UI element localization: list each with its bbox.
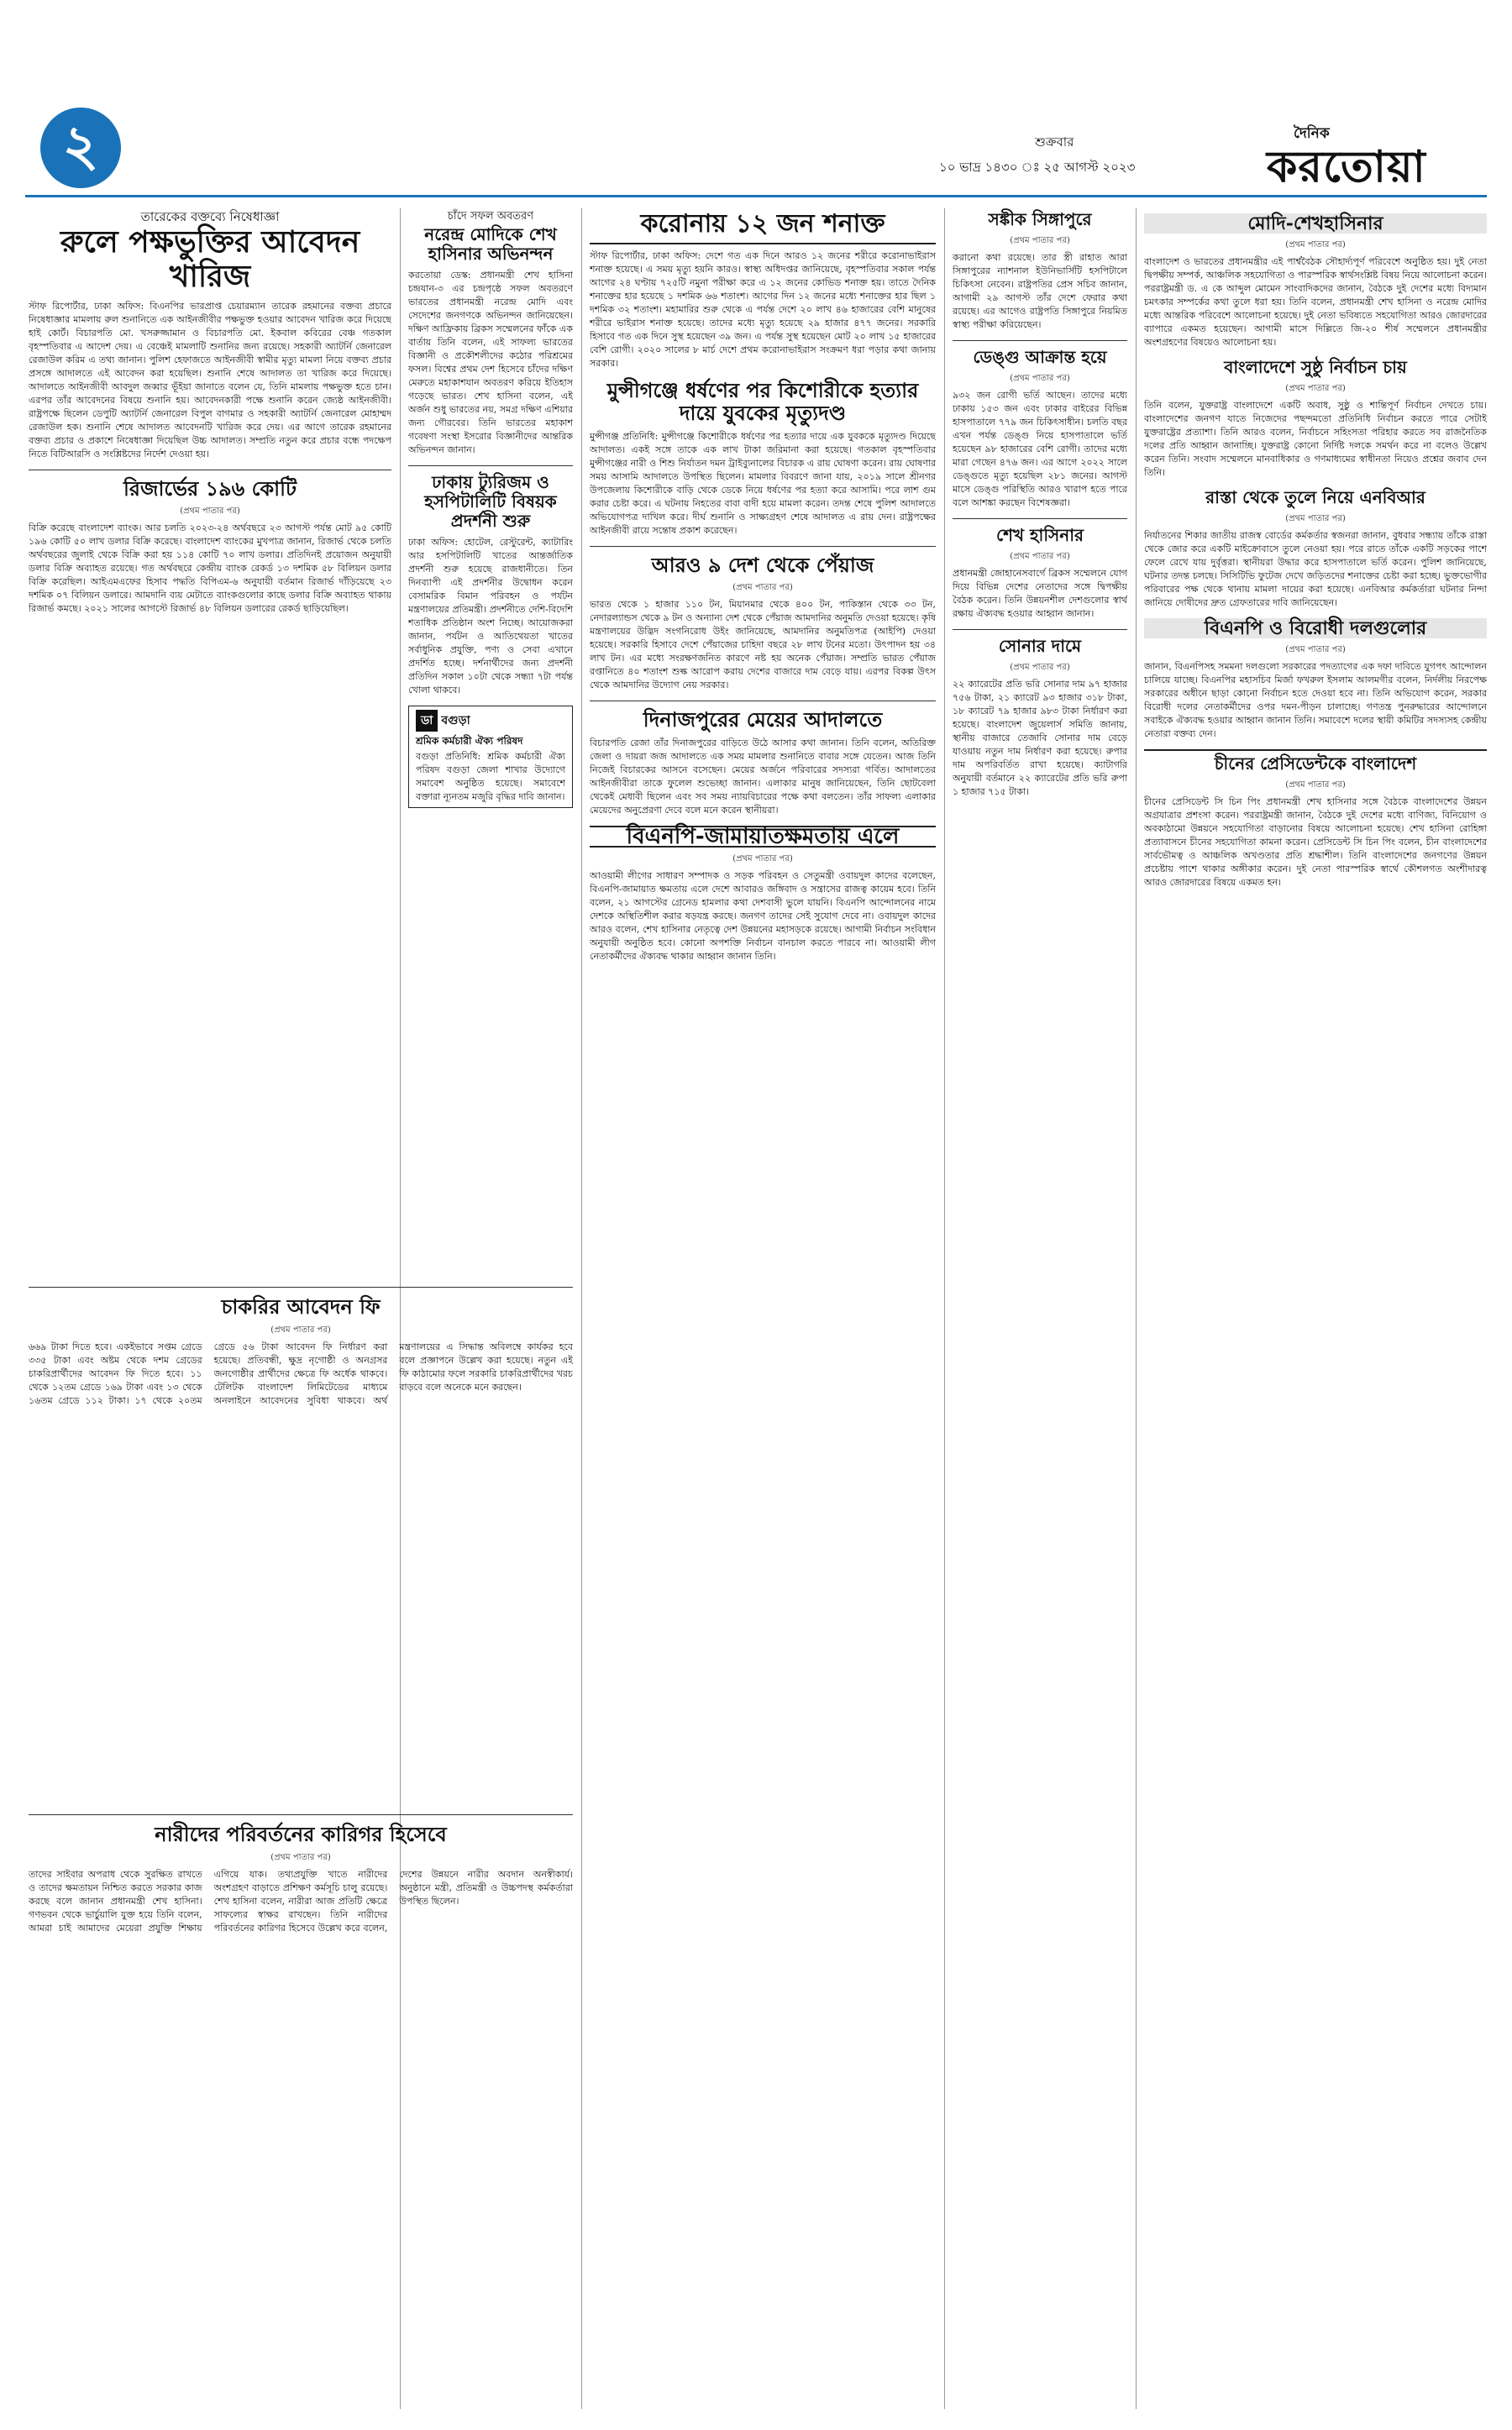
divider [953, 518, 1127, 519]
article-headline: বাংলাদেশে সুষ্ঠু নির্বাচন চায় [1224, 357, 1407, 377]
article-body: প্রধানমন্ত্রী জোহানেসবার্গে ব্রিকস সম্মেলনে যোগ দিয়ে বিভিন্ন দেশের নেতাদের সঙ্গে দ্বিপক্ষীয় বৈঠক করেন। তিনি উন্নয়নশীল দেশগুলোর স্বার্থ রক্ষায় ঐক্যবদ্ধ হওয়ার আহ্বান জানান। [953, 568, 1127, 619]
date-line: ১০ ভাদ্র ১৪৩০ ঃ ২৫ আগস্ট ২০২৩ [939, 160, 1136, 175]
article-body: বিক্রি করেছে বাংলাদেশ ব্যাংক। আর চলতি ২০২৩-২৪ অর্থবছরে ২৩ আগস্ট পর্যন্ত মোট ৯৫ কোটি ১৯৬ কোটি ৫০ লাখ ডলার বিক্রি করেছে। বাংলাদেশ ব্যাংকের মুখপাত্র জানান, রিজার্ভ থেকে চলতি অর্থবছরের জুলাই থেকে বিক্রি করা হয় ১১৪ কোটি ৭০ লাখ ডলার। প্রতিদিনই প্রয়োজন অনুযায়ী ডলার বিক্রি অব্যাহত রয়েছে। গত অর্থবছরে কেন্দ্রীয় ব্যাংক রেকর্ড ১৩ দশমিক ৫৮ বিলিয়ন ডলার বিক্রি করেছিল। আইএমএফের হিসাব পদ্ধতি বিপিএম-৬ অনুযায়ী বর্তমান রিজার্ভ দাঁড়িয়েছে ২৩ দশমিক ০৭ বিলিয়ন ডলারে। আমদানি ব্যয় মেটাতে ব্যাংকগুলোর কাছে ডলার বিক্রি অব্যাহত থাকায় রিজার্ভ কমছে। ২০২১ সালের আগস্টে রিজার্ভ ৪৮ বিলিয়ন ডলারের রেকর্ড ছাড়িয়েছিল। [29, 522, 391, 615]
continued-label: (প্রথম পাতার পর) [1010, 552, 1070, 561]
district-name: বগুড়া [441, 714, 470, 727]
article-headline: আরও ৯ দেশ থেকে পেঁয়াজ [651, 552, 874, 577]
article-body: করানো কথা রয়েছে। তার স্ত্রী রাহাত আরা সিঙ্গাপুরের ন্যাশনাল ইউনিভার্সিটি হসপিটালে চিকিৎসা নেবেন। রাষ্ট্রপতির প্রেস সচিব জানান, আগামী ২৯ আগস্ট তাঁর দেশে ফেরার কথা রয়েছে। এর আগেও রাষ্ট্রপতি সিঙ্গাপুরে নিয়মিত স্বাস্থ্য পরীক্ষা করিয়েছেন। [953, 252, 1127, 330]
column-divider [581, 208, 582, 2409]
divider [590, 546, 936, 547]
masthead-rule [25, 195, 1487, 197]
article-headline: দিনাজপুরের মেয়ের আদালতে [643, 707, 883, 732]
job-fee-block [29, 1294, 573, 1806]
continued-label: (প্রথম পাতার পর) [732, 583, 793, 593]
article-body: তিনি বলেন, যুক্তরাষ্ট্র বাংলাদেশে একটি অবাধ, সুষ্ঠু ও শান্তিপূর্ণ নির্বাচন দেখতে চায়। বাংলাদেশের জনগণ যাতে নিজেদের পছন্দমতো প্রতিনিধি নির্বাচন করতে পারে সেটাই যুক্তরাষ্ট্রের প্রত্যাশা। তিনি আরও বলেন, নির্বাচনে সহিংসতা পরিহার করতে সব রাজনৈতিক দলের প্রতি আহ্বান জানাচ্ছি। যুক্তরাষ্ট্র কোনো নির্দিষ্ট দলকে সমর্থন করে না বলেও উল্লেখ করেন তিনি। সংবাদ সম্মেলনে মানবাধিকার ও গণমাধ্যমের স্বাধীনতা নিয়েও প্রশ্নের জবাব দেন তিনি। [1144, 400, 1487, 478]
page-number-badge: ২ [40, 108, 121, 188]
article-headline: মুন্সীগঞ্জে ধর্ষণের পর কিশোরীকে হত্যার দায়ে যুবকের মৃত্যুদণ্ড [606, 377, 919, 426]
district-tag: ডা [416, 710, 438, 732]
continued-label: (প্রথম পাতার পর) [1285, 514, 1346, 523]
article-headline: করোনায় ১২ জন শনাক্ত [590, 210, 936, 244]
article-body: মুন্সীগঞ্জ প্রতিনিধি: মুন্সীগঞ্জে কিশোরীকে ধর্ষণের পর হত্যার দায়ে এক যুবককে মৃত্যুদণ্ড দিয়েছে আদালত। একই সঙ্গে তাকে এক লাখ টাকা জরিমানা করা হয়েছে। গতকাল বৃহস্পতিবার মুন্সীগঞ্জের নারী ও শিশু নির্যাতন দমন ট্রাইব্যুনালের বিচারক এ রায় ঘোষণা করেন। রায় ঘোষণার সময় আসামি আদালতে উপস্থিত ছিলেন। মামলার বিবরণে জানা যায়, ২০১৯ সালে শ্রীনগর উপজেলায় কিশোরীকে বাড়ি থেকে ডেকে নিয়ে ধর্ষণের পর হত্যা করে আসামি। পরে লাশ গুম করার চেষ্টা করে। এ ঘটনায় নিহতের বাবা বাদী হয়ে মামলা করেন। তদন্ত শেষে পুলিশ আদালতে অভিযোগপত্র দাখিল করে। দীর্ঘ শুনানি ও সাক্ষ্যগ্রহণ শেষে আদালত এ রায় দেন। রাষ্ট্রপক্ষের আইনজীবী রায়ে সন্তোষ প্রকাশ করেছেন। [590, 430, 936, 536]
continued-label: (প্রথম পাতার পর) [1285, 240, 1346, 249]
column-right [1144, 208, 1487, 2409]
logo-prefix: দৈনিক [1294, 125, 1330, 142]
article-headline: নারীদের পরিবর্তনের কারিগর হিসেবে [155, 1822, 447, 1846]
article-headline: বিএনপি-জামায়াতক্ষমতায় এলে [590, 826, 936, 848]
divider [29, 1814, 573, 1815]
article-headline: মোদি-শেখহাসিনার [1144, 213, 1487, 234]
divider [408, 465, 573, 466]
article-headline: চাকরির আবেদন ফি [221, 1294, 381, 1319]
column-divider [1136, 208, 1137, 2409]
article-headline: বিএনপি ও বিরোধী দলগুলোর [1144, 618, 1487, 638]
continued-label: (প্রথম পাতার পর) [270, 1325, 331, 1335]
article-kicker: তারেকের বক্তব্যে নিষেধাজ্ঞা [140, 209, 280, 224]
article-body: নির্যাতনের শিকার জাতীয় রাজস্ব বোর্ডের কর্মকর্তার স্বজনরা জানান, বুধবার সন্ধ্যায় তাঁকে রাস্তা থেকে জোর করে একটি মাইক্রোবাসে তুলে নেওয়া হয়। পরে রাতে তাঁকে একটি সড়কের পাশে ফেলে রেখে যায় দুর্বৃত্তরা। স্থানীয়রা উদ্ধার করে হাসপাতালে ভর্তি করেন। পুলিশ জানিয়েছে, ঘটনার তদন্ত চলছে। সিসিটিভি ফুটেজ দেখে জড়িতদের শনাক্তের চেষ্টা করা হচ্ছে। ভুক্তভোগীর পরিবারের পক্ষ থেকে থানায় মামলা দায়ের করা হয়েছে। এনবিআর কর্মকর্তারা ঘটনার নিন্দা জানিয়ে দোষীদের দ্রুত গ্রেফতারের দাবি জানিয়েছেন। [1144, 530, 1487, 608]
article-body: ঢাকা অফিস: হোটেল, রেস্টুরেন্ট, ক্যাটারিং আর হসপিটালিটি খাতের আন্তর্জাতিক প্রদর্শনী শুরু হয়েছে রাজধানীতে। তিন দিনব্যাপী এই প্রদর্শনীর উদ্বোধন করেন বেসামরিক বিমান পরিবহন ও পর্যটন মন্ত্রণালয়ের প্রতিমন্ত্রী। প্রদর্শনীতে দেশি-বিদেশি শতাধিক প্রতিষ্ঠান অংশ নিচ্ছে। আয়োজকরা জানান, পর্যটন ও আতিথেয়তা খাতের সর্বাধুনিক প্রযুক্তি, পণ্য ও সেবা এখানে প্রদর্শিত হচ্ছে। দর্শনার্থীদের জন্য প্রদর্শনী প্রতিদিন সকাল ১০টা থেকে সন্ধ্যা ৭টা পর্যন্ত খোলা থাকবে। [408, 537, 573, 695]
article-body: করতোয়া ডেস্ক: প্রধানমন্ত্রী শেখ হাসিনা চন্দ্রযান-৩ এর চন্দ্রপৃষ্ঠে সফল অবতরণে ভারতের প্রধানমন্ত্রী নরেন্দ্র মোদি এবং সেদেশের জনগণকে অভিনন্দন জানিয়েছেন। দক্ষিণ আফ্রিকায় ব্রিকস সম্মেলনের ফাঁকে এক বার্তায় তিনি বলেন, এই সাফল্য ভারতের বিজ্ঞানী ও প্রকৌশলীদের কঠোর পরিশ্রমের ফসল। বিশ্বের প্রথম দেশ হিসেবে চাঁদের দক্ষিণ মেরুতে মহাকাশযান অবতরণ করিয়ে ইতিহাস গড়েছে ভারত। শেখ হাসিনা বলেন, এই অর্জন শুধু ভারতের নয়, সমগ্র দক্ষিণ এশিয়ার জন্য গৌরবের। তিনি ভারতের মহাকাশ গবেষণা সংস্থা ইসরোর বিজ্ঞানীদের আন্তরিক অভিনন্দন জানান। [408, 270, 573, 455]
article-headline: ডেঙ্গু আক্রান্ত হয়ে [973, 347, 1107, 367]
article-headline: রিজার্ভের ১৯৬ কোটি [123, 475, 297, 501]
day-label: শুক্রবার [1035, 134, 1074, 150]
column-divider [944, 208, 945, 2409]
district-news-box [408, 706, 573, 808]
article-body: স্টাফ রিপোর্টার, ঢাকা অফিস: বিএনপির ভারপ্রাপ্ত চেয়ারম্যান তারেক রহমানের বক্তব্য প্রচারে নিষেধাজ্ঞার মামলায় রুল শুনানিতে এক আইনজীবীর পক্ষভুক্ত হওয়ার আবেদন খারিজ করে দিয়েছে হাই কোর্ট। বিচারপতি মো. খসরুজ্জামান ও বিচারপতি মো. ইকবাল কবিরের বেঞ্চ গতকাল বৃহস্পতিবার এ আদেশ দেয়। এ বেঞ্চেই মামলাটি শুনানির জন্য রয়েছে। সহকারী অ্যাটর্নি জেনারেল রেজাউল করিম এ তথ্য জানান। পুলিশ হেফাজতে আইনজীবী স্বামীর মৃত্যু মামলা নিয়ে বক্তব্য প্রচার প্রসঙ্গে আদালতে এই আবেদন করা হয়েছিল। শুনানি শেষে আদালত তা খারিজ করে দিয়েছে। আদালতে আইনজীবী আবদুল জব্বার ভূঁইয়া জানাতে বলেন যে, তিনি মামলায় পক্ষভুক্ত হতে চান। এরপর তাঁর আবেদনের বিষয়ে শুনানি হয়। আবেদনকারী পক্ষে শুনানি করেন জ্যেষ্ঠ আইনজীবী। রাষ্ট্রপক্ষে ছিলেন ডেপুটি অ্যাটর্নি জেনারেল বিপুল বাগমার ও সহকারী অ্যাটর্নি জেনারেল মোহাম্মদ রেজাউল হক। শুনানি শেষে আদালত আবেদনটি খারিজ করে দেয়। এর আগে তারেক রহমানের বক্তব্য প্রচার ও প্রকাশে নিষেধাজ্ঞা দিয়েছিল উচ্চ আদালত। সম্প্রতি নতুন করে প্রচার বন্ধে পদক্ষেপ নিতে বিটিআরসি ও সংশ্লিষ্টদের নির্দেশ দেওয়া হয়। [29, 300, 391, 459]
column-center [590, 208, 936, 2409]
article-headline: রুলে পক্ষভুক্তির আবেদন খারিজ [60, 224, 360, 295]
continued-label: (প্রথম পাতার পর) [270, 1852, 331, 1862]
article-body: বাংলাদেশ ও ভারতের প্রধানমন্ত্রীর এই পার্শ্ববৈঠক সৌহার্দ্যপূর্ণ পরিবেশে অনুষ্ঠিত হয়। দুই নেতা দ্বিপক্ষীয় সম্পর্ক, আঞ্চলিক সহযোগিতা ও পারস্পরিক স্বার্থসংশ্লিষ্ট বিষয় নিয়ে আলোচনা করেন। পররাষ্ট্রমন্ত্রী ড. এ কে আব্দুল মোমেন সাংবাদিকদের জানান, বৈঠকে দুই দেশের মধ্যে বিদ্যমান চমৎকার সম্পর্কের কথা তুলে ধরা হয়। তিনি বলেন, প্রধানমন্ত্রী শেখ হাসিনা ও নরেন্দ্র মোদির মধ্যে আন্তরিক পরিবেশে আলোচনা হয়েছে। দুই নেতা ভবিষ্যতে সহযোগিতা আরও জোরদারের ব্যাপারে একমত হয়েছেন। আগামী মাসে দিল্লিতে জি-২০ শীর্ষ সম্মেলনে প্রধানমন্ত্রীর অংশগ্রহণের বিষয়েও আলোচনা হয়। [1144, 256, 1487, 348]
article-body: তাদের সাইবার অপরাধ থেকে সুরক্ষিত রাখতে ও তাদের ক্ষমতায়ন নিশ্চিত করতে সরকার কাজ করছে বলে জানান প্রধানমন্ত্রী শেখ হাসিনা। গণভবন থেকে ভার্চুয়ালি যুক্ত হয়ে তিনি বলেন, আমরা চাই আমাদের মেয়েরা প্রযুক্তি শিক্ষায় এগিয়ে যাক। তথ্যপ্রযুক্তি খাতে নারীদের অংশগ্রহণ বাড়াতে প্রশিক্ষণ কর্মসূচি চালু রয়েছে। শেখ হাসিনা বলেন, নারীরা আজ প্রতিটি ক্ষেত্রে সাফল্যের স্বাক্ষর রাখছেন। তিনি নারীদের পরিবর্তনের কারিগর হিসেবে উল্লেখ করে বলেন, দেশের উন্নয়নে নারীর অবদান অনস্বীকার্য। অনুষ্ঠানে মন্ত্রী, প্রতিমন্ত্রী ও উচ্চপদস্থ কর্মকর্তারা উপস্থিত ছিলেন। [29, 1868, 573, 1934]
article-headline: সঙ্কীক সিঙ্গাপুরে [988, 209, 1092, 229]
article-body: আওয়ামী লীগের সাধারণ সম্পাদক ও সড়ক পরিবহন ও সেতুমন্ত্রী ওবায়দুল কাদের বলেছেন, বিএনপি-জামায়াত ক্ষমতায় এলে দেশে আবারও জঙ্গিবাদ ও সন্ত্রাসের রাজত্ব কায়েম হবে। তিনি বলেন, ২১ আগস্টের গ্রেনেড হামলার কথা দেশবাসী ভুলে যায়নি। বিএনপি আন্দোলনের নামে দেশকে অস্থিতিশীল করার ষড়যন্ত্র করছে। জনগণ তাদের সেই সুযোগ দেবে না। ওবায়দুল কাদের আরও বলেন, শেখ হাসিনার নেতৃত্বে দেশ উন্নয়নের মহাসড়কে রয়েছে। আগামী নির্বাচন সংবিধান অনুযায়ী অনুষ্ঠিত হবে। কোনো অপশক্তি নির্বাচন বানচাল করতে পারবে না। আওয়ামী লীগ নেতাকর্মীদের ঐক্যবদ্ধ থাকার আহ্বান জানান তিনি। [590, 869, 936, 962]
article-headline: শেখ হাসিনার [995, 525, 1084, 545]
newspaper-logo: করতোয়া [1267, 142, 1426, 192]
article-headline: শ্রমিক কর্মচারী ঐক্য পরিষদ [416, 735, 523, 747]
continued-label: (প্রথম পাতার পর) [1285, 645, 1346, 654]
article-body: জানান, বিএনপিসহ সমমনা দলগুলো সরকারের পদত্যাগের এক দফা দাবিতে যুগপৎ আন্দোলন চালিয়ে যাচ্ছে। বিএনপির মহাসচিব মির্জা ফখরুল ইসলাম আলমগীর বলেন, নির্দলীয় নিরপেক্ষ সরকারের অধীনে ছাড়া কোনো নির্বাচন হতে দেওয়া হবে না। তিনি অভিযোগ করেন, সরকার বিরোধী দলের নেতাকর্মীদের ওপর দমন-পীড়ন চালাচ্ছে। গণতন্ত্র পুনরুদ্ধারের আন্দোলনে সবাইকে ঐক্যবদ্ধ হওয়ার আহ্বান জানান তিনি। সমাবেশে দলের স্থায়ী কমিটির সদস্যসহ কেন্দ্রীয় নেতারা বক্তব্য দেন। [1144, 661, 1487, 739]
article-headline: ঢাকায় ট্যুরিজম ও হসপিটালিটি বিষয়ক প্রদর্শনী শুরু [424, 472, 557, 531]
article-kicker: চাঁদে সফল অবতরণ [447, 210, 534, 223]
article-body: ২২ ক্যারেটের প্রতি ভরি সোনার দাম ৯৭ হাজার ৭৫৬ টাকা, ২১ ক্যারেট ৯৩ হাজার ৩১৮ টাকা, ১৮ ক্যারেট ৭৯ হাজার ৯৮৩ টাকা নির্ধারণ করা হয়েছে। বাংলাদেশ জুয়েলার্স সমিতি জানায়, স্থানীয় বাজারে তেজাবি সোনার দাম বেড়ে যাওয়ায় নতুন দাম নির্ধারণ করা হয়েছে। রুপার দাম অপরিবর্তিত রাখা হয়েছে। ক্যাটাগরি অনুযায়ী বর্তমানে ২২ ক্যারেটের প্রতি ভরি রুপা ১ হাজার ৭১৫ টাকা। [953, 679, 1127, 797]
continued-label: (প্রথম পাতার পর) [1010, 374, 1070, 383]
article-headline: সোনার দামে [998, 636, 1082, 656]
divider [29, 1287, 573, 1288]
continued-label: (প্রথম পাতার পর) [732, 853, 793, 863]
women-block [29, 1821, 573, 2409]
article-headline: রাস্তা থেকে তুলে নিয়ে এনবিআর [1205, 487, 1425, 507]
column-fourth [953, 208, 1127, 2409]
continued-label: (প্রথম পাতার পর) [1010, 663, 1070, 672]
continued-label: (প্রথম পাতার পর) [180, 506, 240, 517]
article-headline: নরেন্দ্র মোদিকে শেখ হাসিনার অভিনন্দন [424, 224, 557, 264]
continued-label: (প্রথম পাতার পর) [1010, 236, 1070, 245]
continued-label: (প্রথম পাতার পর) [1285, 780, 1346, 790]
article-headline: চীনের প্রেসিডেন্টকে বাংলাদেশ [1144, 749, 1487, 774]
continued-label: (প্রথম পাতার পর) [1285, 384, 1346, 393]
article-body: স্টাফ রিপোর্টার, ঢাকা অফিস: দেশে গত এক দিনে আরও ১২ জনের শরীরে করোনাভাইরাস শনাক্ত হয়েছে। এ সময় মৃত্যু হয়নি কারও। স্বাস্থ্য অধিদপ্তর জানিয়েছে, বৃহস্পতিবার সকাল পর্যন্ত আগের ২৪ ঘণ্টায় ৭২৫টি নমুনা পরীক্ষা করে এ ১২ জনের কোভিড শনাক্ত হয়। তাতে দৈনিক শনাক্তের হার হয়েছে ১ দশমিক ৬৬ শতাংশ। আগের দিন ১২ জনের মধ্যে শনাক্তের হার ছিল ১ দশমিক ৩২ শতাংশ। মহামারির শুরু থেকে এ পর্যন্ত দেশে ২০ লাখ ৪৬ হাজারের বেশি মানুষের শরীরে ভাইরাস শনাক্ত হয়েছে। তাদের মধ্যে মৃত্যু হয়েছে ২৯ হাজার ৪৭৭ জনের। সরকারি হিসাবে গত এক দিনে সুস্থ হয়েছেন ৩৯ জন। এ পর্যন্ত সুস্থ হয়েছেন মোট ২০ লাখ ১৫ হাজারের বেশি রোগী। ২০২০ সালের ৮ মার্চ দেশে প্রথম করোনাভাইরাস সংক্রমণ ধরা পড়ার কথা জানায় সরকার। [590, 249, 936, 369]
article-body: বগুড়া প্রতিনিধি: শ্রমিক কর্মচারী ঐক্য পরিষদ বগুড়া জেলা শাখার উদ্যোগে সমাবেশ অনুষ্ঠিত হয়েছে। সমাবেশে বক্তারা ন্যূনতম মজুরি বৃদ্ধির দাবি জানান। [416, 751, 565, 802]
article-body: চীনের প্রেসিডেন্ট সি চিন পিং প্রধানমন্ত্রী শেখ হাসিনার সঙ্গে বৈঠকে বাংলাদেশের উন্নয়ন অগ্রযাত্রার প্রশংসা করেন। পররাষ্ট্রমন্ত্রী জানান, বৈঠকে দুই দেশের মধ্যে বাণিজ্য, বিনিয়োগ ও অবকাঠামো উন্নয়নে সহযোগিতা বাড়ানোর বিষয়ে আলোচনা হয়েছে। শেখ হাসিনা রোহিঙ্গা প্রত্যাবাসনে চীনের সহযোগিতা কামনা করেন। প্রেসিডেন্ট সি চিন পিং বলেন, চীন বাংলাদেশের সার্বভৌমত্ব ও আঞ্চলিক অখণ্ডতার প্রতি শ্রদ্ধাশীল। তিনি বাংলাদেশের জনগণের উন্নয়ন প্রচেষ্টায় পাশে থাকার অঙ্গীকার করেন। দুই নেতা পারস্পরিক স্বার্থে কৌশলগত অংশীদারত্ব আরও জোরদারের বিষয়ে একমত হন। [1144, 796, 1487, 888]
article-body: ৬৬৯ টাকা দিতে হবে। একইভাবে সপ্তম গ্রেডে ৩৩৫ টাকা এবং অষ্টম থেকে দশম গ্রেডের চাকরিপ্রার্থীদের আবেদন ফি দিতে হবে। ১১ থেকে ১২তম গ্রেডে ১৬৯ টাকা এবং ১৩ থেকে ১৬তম গ্রেডে ১১২ টাকা। ১৭ থেকে ২০তম গ্রেডে ৫৬ টাকা আবেদন ফি নির্ধারণ করা হয়েছে। প্রতিবন্ধী, ক্ষুদ্র নৃগোষ্ঠী ও অনগ্রসর জনগোষ্ঠীর প্রার্থীদের ক্ষেত্রে ফি অর্ধেক থাকবে। টেলিটক বাংলাদেশ লিমিটেডের মাধ্যমে অনলাইনে আবেদনের সুবিধা থাকবে। অর্থ মন্ত্রণালয়ের এ সিদ্ধান্ত অবিলম্বে কার্যকর হবে বলে প্রজ্ঞাপনে উল্লেখ করা হয়েছে। নতুন এই ফি কাঠামোর ফলে সরকারি চাকরিপ্রার্থীদের খরচ বাড়বে বলে অনেকে মনে করছেন। [29, 1341, 573, 1406]
article-body: ৯৩২ জন রোগী ভর্তি আছেন। তাদের মধ্যে ঢাকায় ১৫৩ জন এবং ঢাকার বাইরের বিভিন্ন হাসপাতালে ৭৭৯ জন চিকিৎসাধীন। চলতি বছর এখন পর্যন্ত ডেঙ্গু নিয়ে হাসপাতালে ভর্তি হয়েছেন ৯৮ হাজারের বেশি রোগী। তাদের মধ্যে মারা গেছেন ৪৭৬ জন। এর আগে ২০২২ সালে ডেঙ্গুতে মৃত্যু হয়েছিল ২৮১ জনের। আগস্ট মাসে ডেঙ্গু পরিস্থিতি আরও খারাপ হতে পারে বলে আশঙ্কা করছেন বিশেষজ্ঞরা। [953, 390, 1127, 508]
divider [953, 629, 1127, 630]
article-body: বিচারপতি রেজা তাঁর দিনাজপুরের বাড়িতে উঠে আসার কথা জানান। তিনি বলেন, অতিরিক্ত জেলা ও দায়রা জজ আদালতে এক সময় মামলার শুনানিতে বাবার সঙ্গে যেতেন। আজ তিনি নিজেই বিচারকের আসনে বসেছেন। মেয়ের অর্জনে পরিবারের সদস্যরা গর্বিত। আদালতের আইনজীবীরা তাকে ফুলেল শুভেচ্ছা জানান। এলাকার মানুষ জানিয়েছেন, তিনি ছোটবেলা থেকেই মেধাবী ছিলেন এবং সব সময় ন্যায়বিচারের পক্ষে কথা বলতেন। তাঁর সাফল্য এলাকার মেয়েদের অনুপ্রেরণা দেবে বলে মনে করেন স্থানীয়রা। [590, 737, 936, 816]
article-body: ভারত থেকে ১ হাজার ১১০ টন, মিয়ানমার থেকে ৪০০ টন, পাকিস্তান থেকে ৩৩ টন, নেদারল্যান্ডস থেকে ৯ টন ও অন্যান্য দেশ থেকে পেঁয়াজ আমদানির অনুমতি দেওয়া হয়েছে। কৃষি মন্ত্রণালয়ের উদ্ভিদ সংগনিরোধ উইং জানিয়েছে, আমদানির অনুমতিপত্র (আইপি) দেওয়া হয়েছে। সরকারি হিসাবে দেশে পেঁয়াজের চাহিদা বছরে ২৮ লাখ টনের মতো। উৎপাদন হয় ৩৪ লাখ টন। এর মধ্যে সংরক্ষণজনিত কারণে নষ্ট হয় অনেক পেঁয়াজ। সম্প্রতি ভারত পেঁয়াজ রপ্তানিতে ৪০ শতাংশ শুল্ক আরোপ করায় দেশের বাজারে দাম বেড়ে যায়। এরপর বিকল্প উৎস থেকে আমদানির উদ্যোগ নেয় সরকার। [590, 599, 936, 691]
divider [953, 340, 1127, 341]
